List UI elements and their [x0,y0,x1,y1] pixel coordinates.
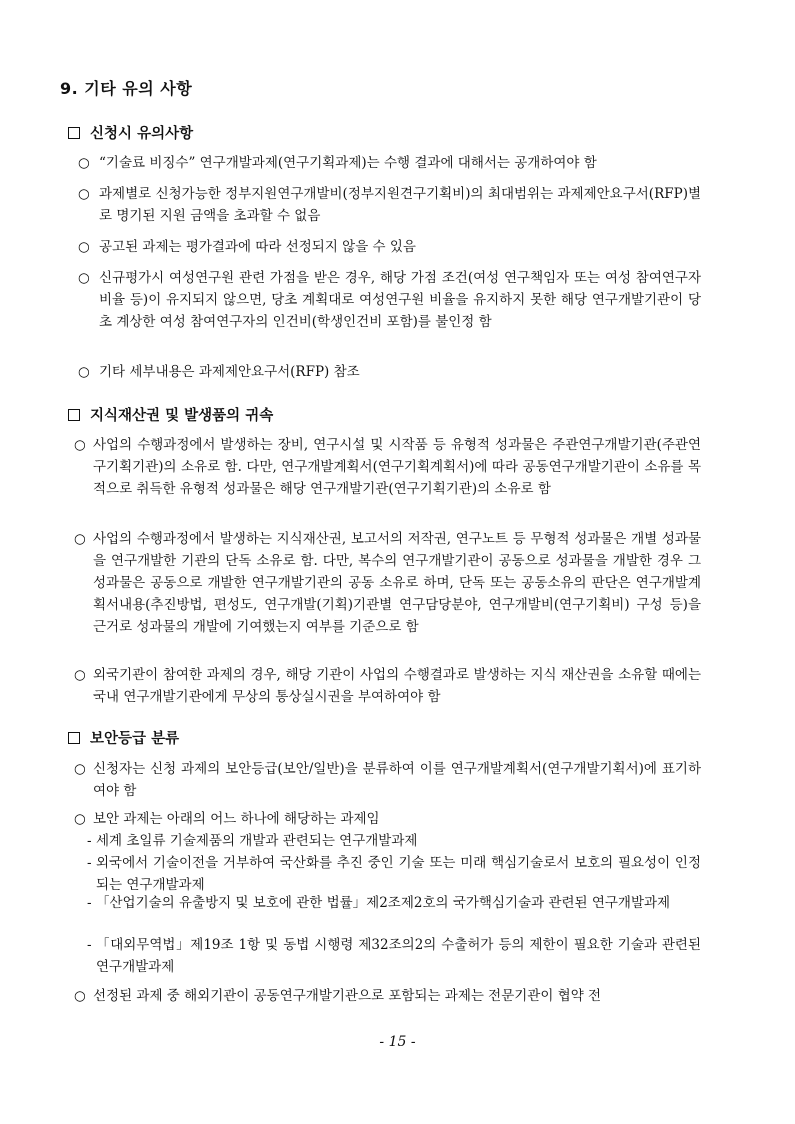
sub-list-item: - 「산업기술의 유출방지 및 보호에 관한 법률」제2조제2호의 국가핵심기술과 관련된 연구개발과제 [87,892,701,914]
bullet-circle-icon: ○ [78,270,90,286]
subsection-title-ip-ownership [68,404,273,425]
dash-marker: - [87,855,92,871]
list-item: ○ 사업의 수행과정에서 발생하는 장비, 연구시설 및 시작품 등 유형적 성과물은 주관연구개발기관(주관연구기획기관)의 소유로 함. 다만, 연구개발계획서(연구기획계획서)에 따라 공동연구개발기관이 소유를 목적으로 취득한 유형적 성과물은 해당 연구개발기관(연구기획기관)의 소유로 함 [74,434,701,500]
checkbox-square-icon [68,732,80,744]
bullet-circle-icon: ○ [74,761,86,777]
bullet-circle-icon: ○ [78,364,90,380]
bullet-circle-icon: ○ [74,667,86,683]
subsection-title-application-notes [68,122,193,143]
bullet-circle-icon: ○ [74,437,86,453]
list-item: ○ 공고된 과제는 평가결과에 따라 선정되지 않을 수 있음 [78,236,701,258]
bullet-circle-icon: ○ [78,186,90,202]
subsection-title-text: 보안등급 분류 [90,731,180,747]
section-heading: 9. 기타 유의 사항 [60,79,193,98]
bullet-circle-icon: ○ [74,531,86,547]
list-item: ○ 기타 세부내용은 과제제안요구서(RFP) 참조 [78,361,701,383]
sub-list-item: - 세계 초일류 기술제품의 개발과 관련되는 연구개발과제 [87,830,701,852]
checkbox-square-icon [68,127,80,139]
list-item: ○ 사업의 수행과정에서 발생하는 지식재산권, 보고서의 저작권, 연구노트 등 무형적 성과물은 개별 성과물을 연구개발한 기관의 단독 소유로 함. 다만, 복수의 연구개발기관이 공동으로 성과물을 개발한 경우 그 성과물은 공동으로 개발한 연구개발기관의 공동 소유로 하며, 단독 또는 공동소유의 판단은 연구개발계획서내용(추진방법, 편성도, 연구개발(기획)기관별 연구담당분야, 연구개발비(연구기획비) 구성 등)을 근거로 성과물의 개발에 기여했는지 여부를 기준으로 함 [74,528,701,638]
checkbox-square-icon [68,409,80,421]
dash-marker: - [87,895,92,911]
sub-list-item: - 「대외무역법」제19조 1항 및 동법 시행령 제32조의2의 수출허가 등의 제한이 필요한 기술과 관련된 연구개발과제 [87,934,701,978]
bullet-circle-icon: ○ [74,988,86,1004]
subsection-title-text: 지식재산권 및 발생품의 귀속 [90,408,274,424]
bullet-circle-icon: ○ [74,811,86,827]
list-item: ○ 보안 과제는 아래의 어느 하나에 해당하는 과제임 [74,808,701,830]
list-item: ○ 선정된 과제 중 해외기관이 공동연구개발기관으로 포함되는 과제는 전문기관이 협약 전 [74,985,701,1007]
subsection-title-security-level [68,727,179,748]
list-item: ○ “기술료 비징수” 연구개발과제(연구기획과제)는 수행 결과에 대해서는 공개하여야 함 [78,152,701,174]
bullet-circle-icon: ○ [78,239,90,255]
dash-marker: - [87,937,92,953]
list-item: ○ 신규평가시 여성연구원 관련 가점을 받은 경우, 해당 가점 조건(여성 연구책임자 또는 여성 참여연구자 비율 등)이 유지되지 않으면, 당초 계획대로 여성연구원 비율을 유지하지 못한 해당 연구개발기관이 당초 계상한 여성 참여연구자의 인건비(학생인건비 포함)를 불인정 함 [78,267,701,333]
sub-list-item: - 외국에서 기술이전을 거부하여 국산화를 추진 중인 기술 또는 미래 핵심기술로서 보호의 필요성이 인정되는 연구개발과제 [87,852,701,896]
bullet-circle-icon: ○ [78,155,90,171]
list-item: ○ 신청자는 신청 과제의 보안등급(보안/일반)을 분류하여 이를 연구개발계획서(연구개발기획서)에 표기하여야 함 [74,758,701,802]
subsection-title-text: 신청시 유의사항 [90,126,194,142]
dash-marker: - [87,833,92,849]
page-number: - 15 - [379,1034,416,1050]
list-item: ○ 과제별로 신청가능한 정부지원연구개발비(정부지원견구기획비)의 최대범위는 과제제안요구서(RFP)별로 명기된 지원 금액을 초과할 수 없음 [78,183,701,227]
list-item: ○ 외국기관이 참여한 과제의 경우, 해당 기관이 사업의 수행결과로 발생하는 지식 재산권을 소유할 때에는 국내 연구개발기관에게 무상의 통상실시권을 부여하여야 함 [74,664,701,708]
